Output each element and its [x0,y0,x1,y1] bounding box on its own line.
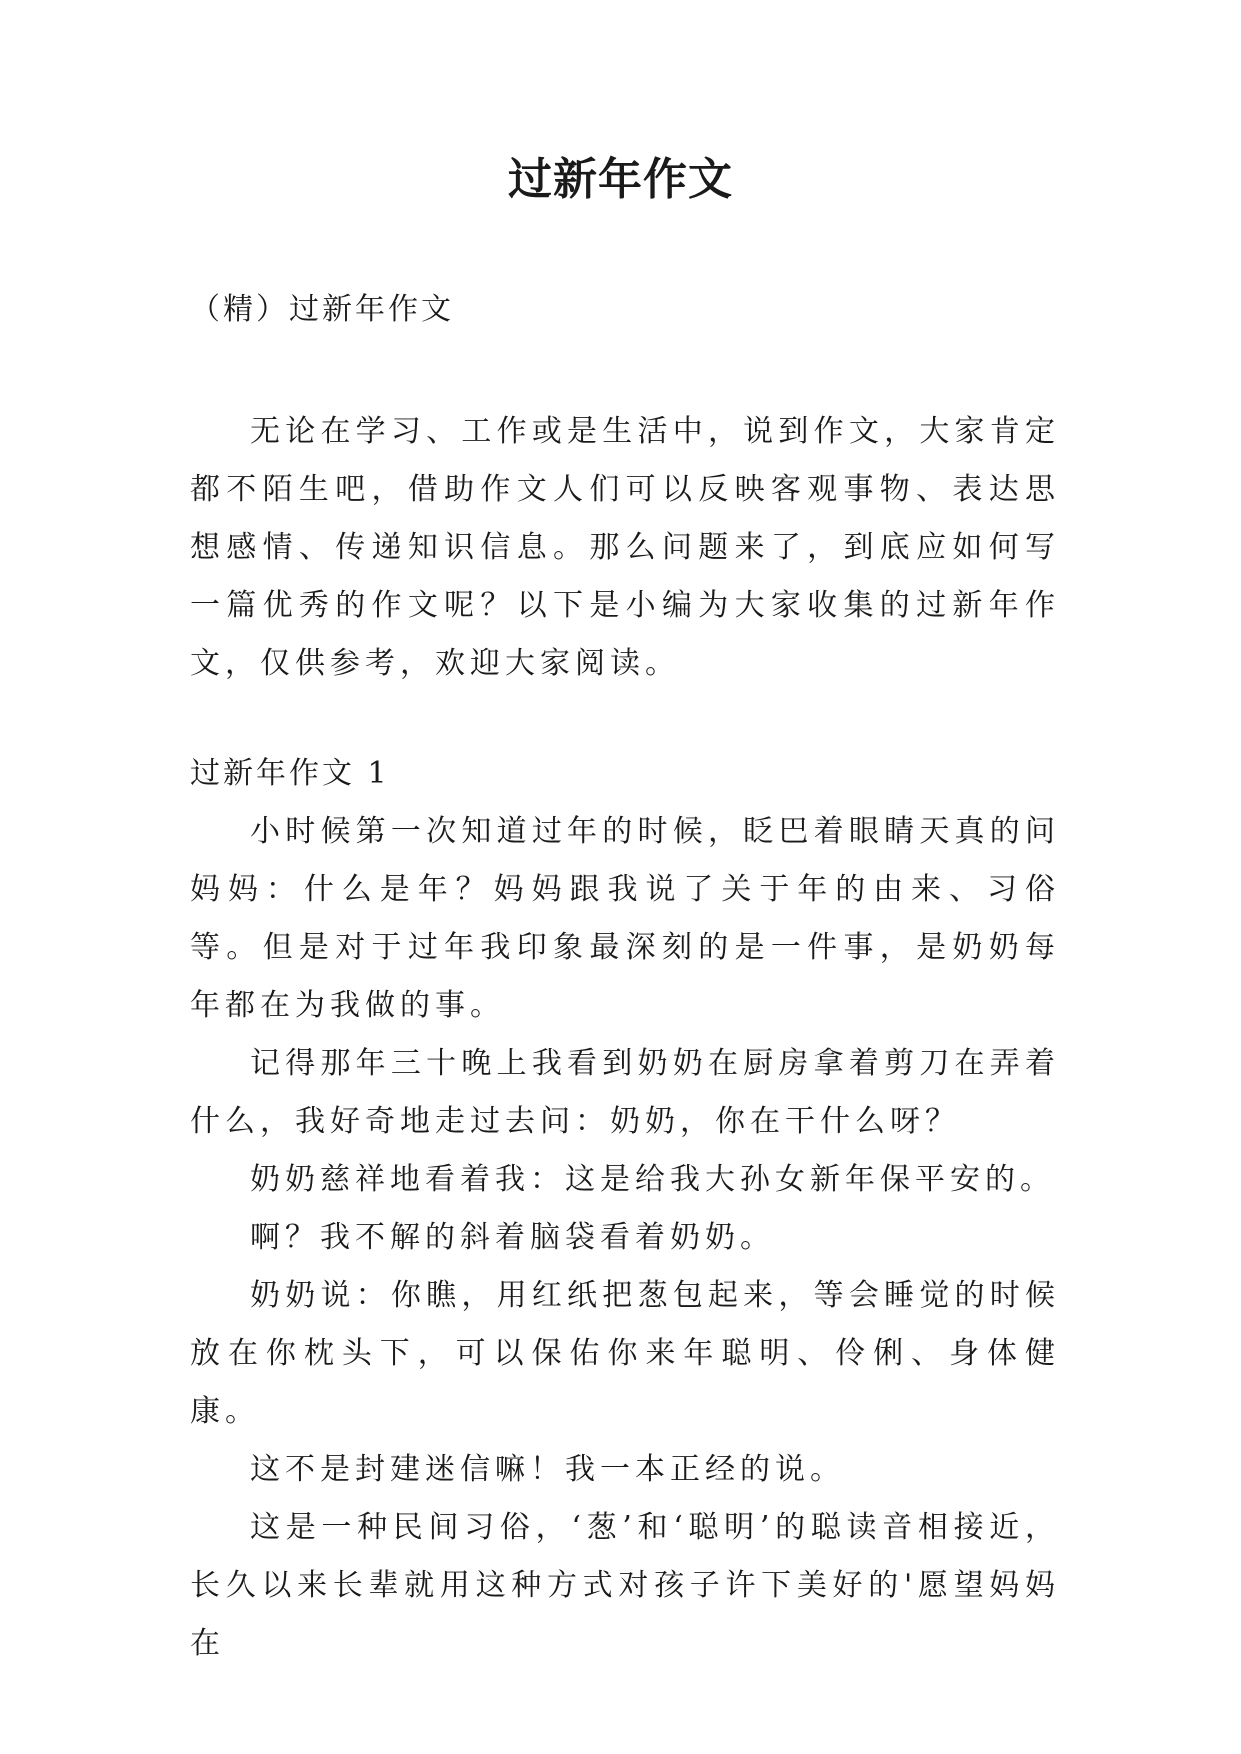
essay-paragraph: 奶奶说：你瞧，用红纸把葱包起来，等会睡觉的时候放在你枕头下，可以保佑你来年聪明、伶俐、身体健康。 [190,1278,1060,1429]
essay-paragraph: 奶奶慈祥地看着我：这是给我大孙女新年保平安的。 [250,1162,1055,1197]
document-subtitle: （精）过新年作文 [190,292,454,327]
document-title: 过新年作文 [508,154,733,205]
essay-heading: 过新年作文 1 [190,756,390,791]
essay-paragraph: 小时候第一次知道过年的时候，眨巴着眼睛天真的问妈妈：什么是年？妈妈跟我说了关于年的由来、习俗等。但是对于过年我印象最深刻的是一件事，是奶奶每年都在为我做的事。 [190,814,1060,1023]
essay-paragraph: 这不是封建迷信嘛！我一本正经的说。 [250,1452,845,1487]
essay-paragraph: 记得那年三十晚上我看到奶奶在厨房拿着剪刀在弄着什么，我好奇地走过去问：奶奶，你在干什么呀？ [190,1046,1060,1139]
essay-paragraph: 这是一种民间习俗，‘葱’和‘聪明’的聪读音相接近，长久以来长辈就用这种方式对孩子许下美好的'愿望妈妈在 [190,1510,1060,1661]
intro-paragraph: 无论在学习、工作或是生活中，说到作文，大家肯定都不陌生吧，借助作文人们可以反映客观事物、表达思想感情、传递知识信息。那么问题来了，到底应如何写一篇优秀的作文呢？以下是小编为大家收集的过新年作文，仅供参考，欢迎大家阅读。 [190,414,1060,681]
intro-section [190,403,1060,693]
essay-paragraph: 啊？我不解的斜着脑袋看着奶奶。 [250,1220,775,1255]
essay-section [190,745,1060,1673]
